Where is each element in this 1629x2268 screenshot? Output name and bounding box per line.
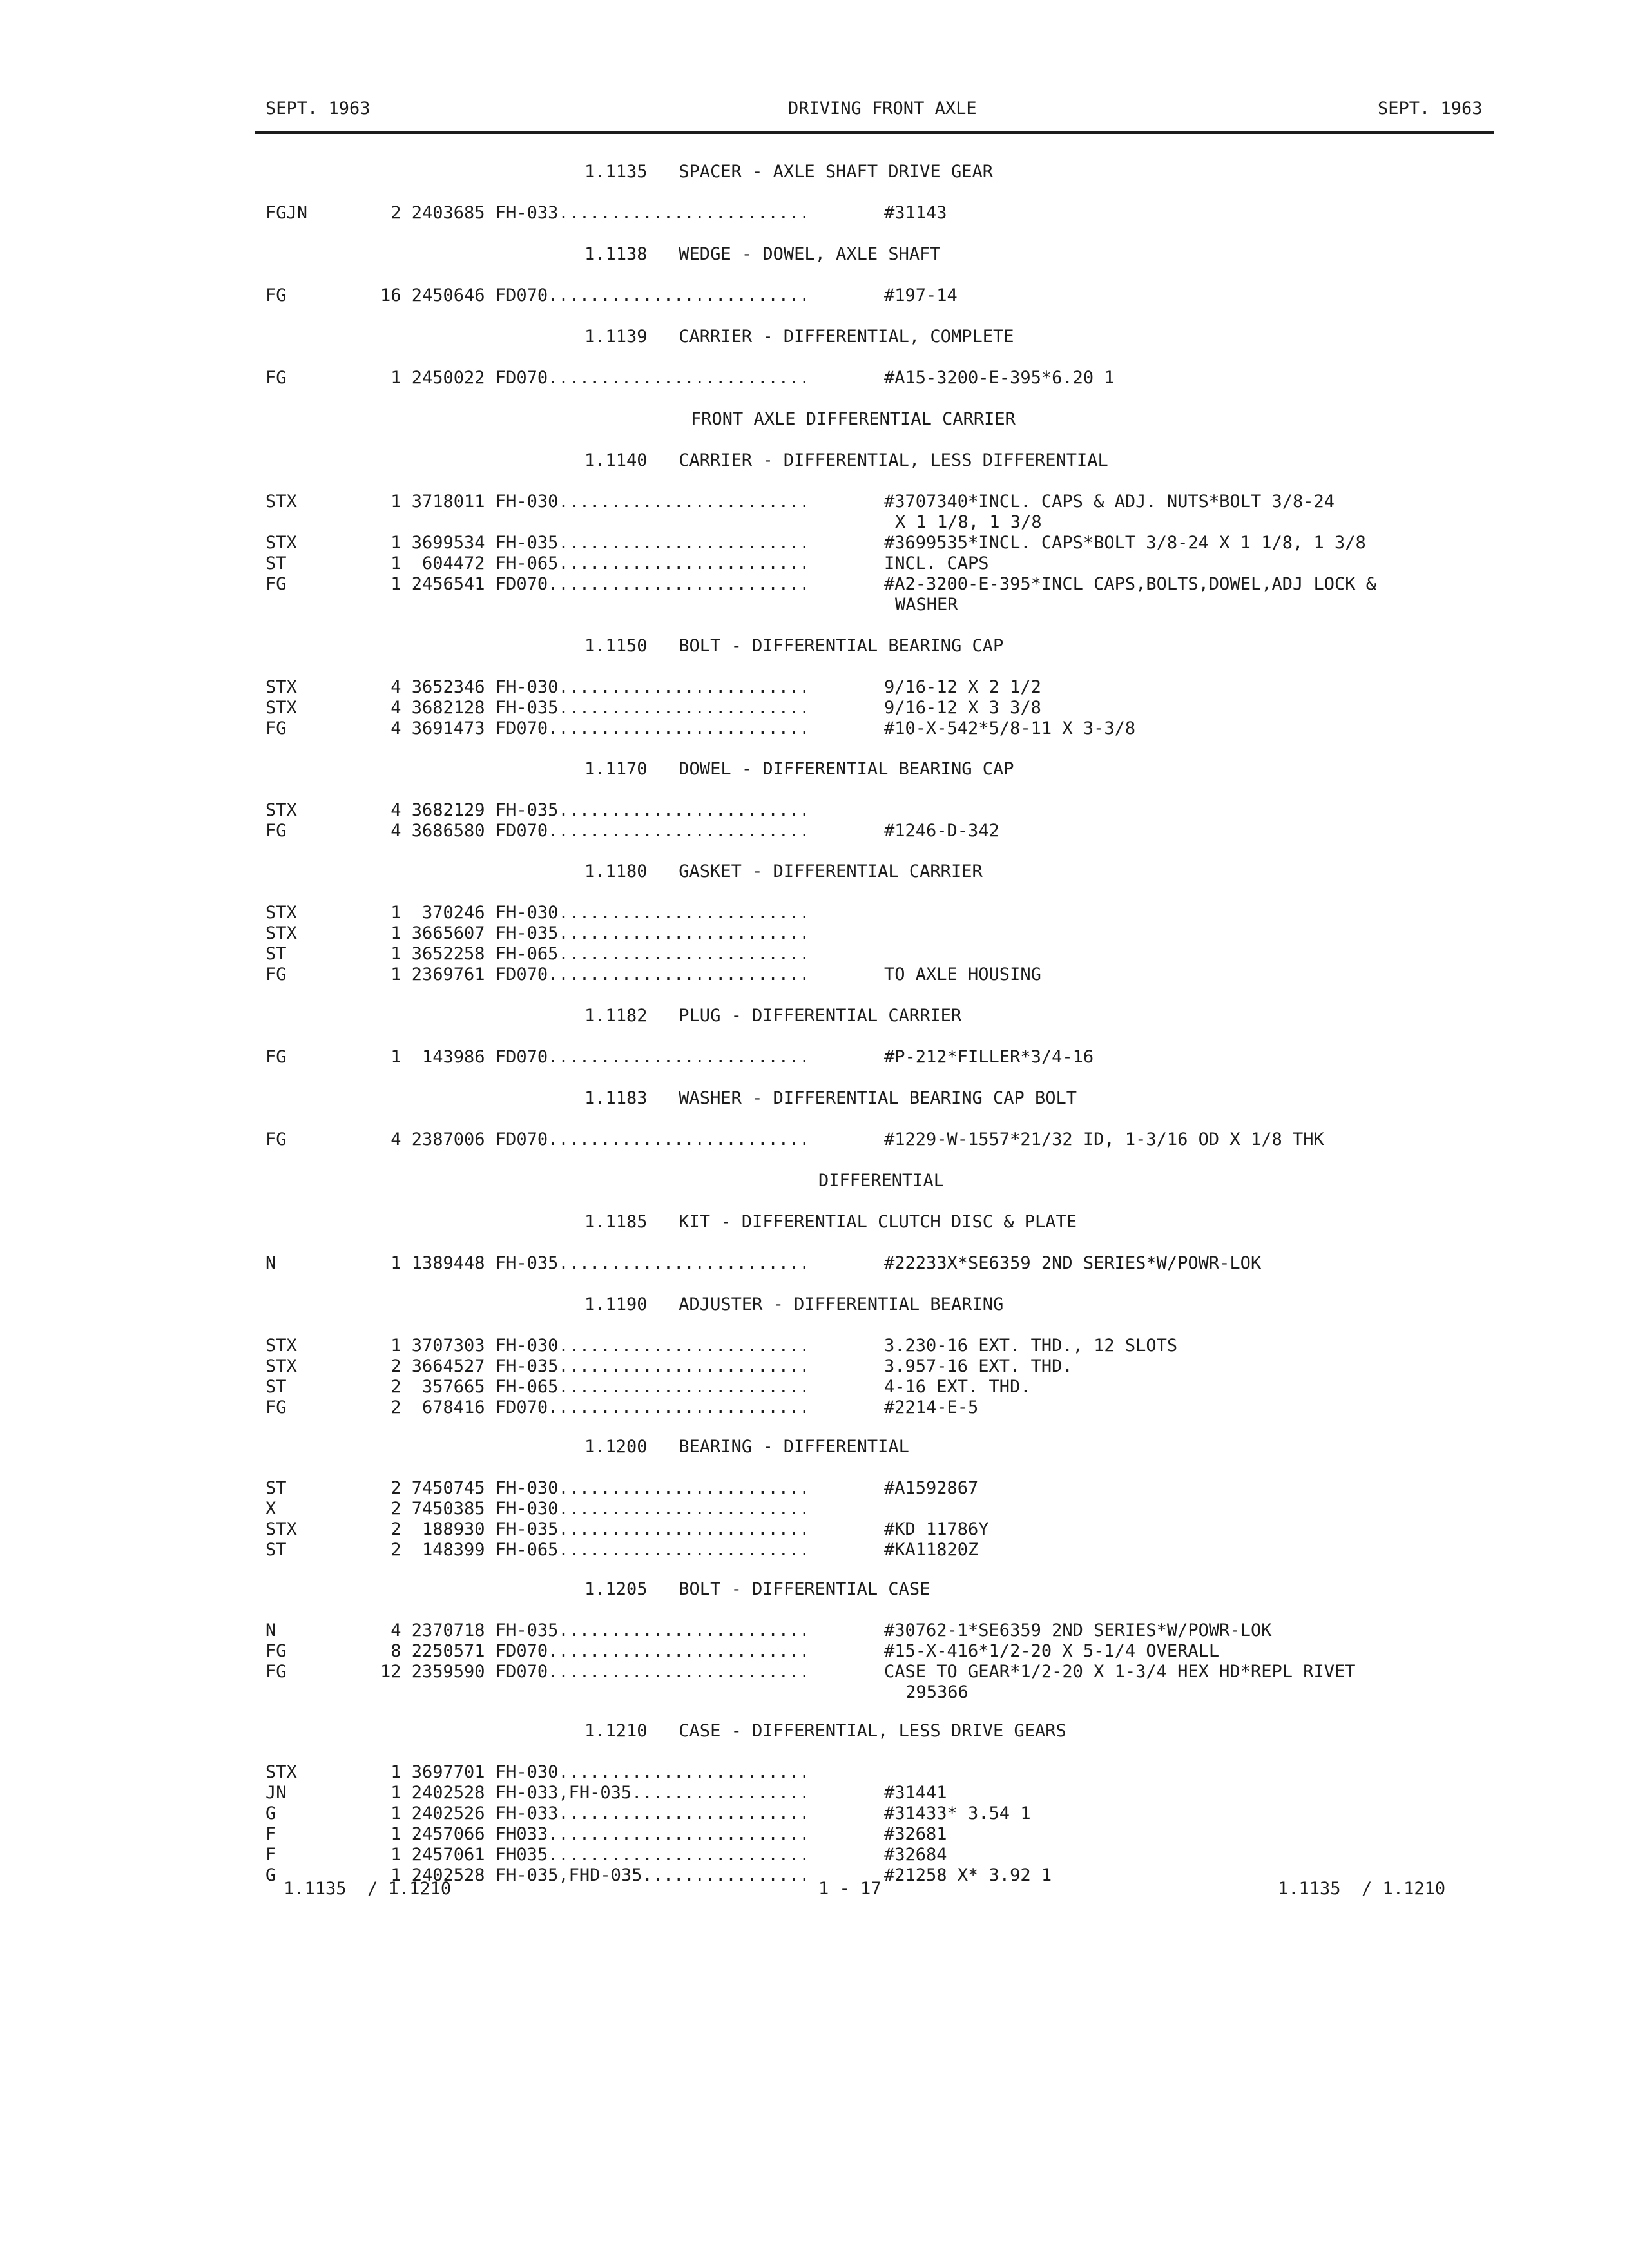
- applicability-code: STX: [265, 492, 297, 512]
- applicability-code: STX: [265, 698, 297, 718]
- part-number: 1 604472 FH-065........................: [380, 553, 810, 573]
- part-number: 1 3699534 FH-035........................: [380, 533, 810, 553]
- applicability-code: ST: [265, 944, 287, 964]
- part-description: WASHER: [895, 595, 958, 615]
- part-description: 295366: [895, 1682, 969, 1702]
- part-number: 1 2402528 FH-035,FHD-035................: [380, 1865, 810, 1885]
- applicability-code: STX: [265, 1519, 297, 1539]
- applicability-code: FG: [265, 718, 287, 738]
- part-description: 3.957-16 EXT. THD.: [884, 1356, 1073, 1376]
- applicability-code: ST: [265, 553, 287, 573]
- part-number: 1 3707303 FH-030........................: [380, 1336, 810, 1356]
- part-description: #32681: [884, 1824, 947, 1844]
- part-description: #30762-1*SE6359 2ND SERIES*W/POWR-LOK: [884, 1620, 1272, 1640]
- part-description: #21258 X* 3.92 1: [884, 1865, 1052, 1885]
- applicability-code: ST: [265, 1540, 287, 1560]
- part-description: 3.230-16 EXT. THD., 12 SLOTS: [884, 1336, 1178, 1356]
- applicability-code: F: [265, 1824, 276, 1844]
- section-title: 1.1190 ADJUSTER - DIFFERENTIAL BEARING: [584, 1294, 1004, 1314]
- applicability-code: FG: [265, 1662, 287, 1682]
- part-description: #A15-3200-E-395*6.20 1: [884, 368, 1115, 388]
- part-description: #10-X-542*5/8-11 X 3-3/8: [884, 718, 1136, 738]
- section-title: 1.1182 PLUG - DIFFERENTIAL CARRIER: [584, 1006, 962, 1026]
- applicability-code: STX: [265, 923, 297, 943]
- part-number: 4 3682128 FH-035........................: [380, 698, 810, 718]
- group-heading: DIFFERENTIAL: [818, 1171, 945, 1191]
- part-number: 1 2402528 FH-033,FH-035.................: [380, 1783, 810, 1803]
- part-description: #3699535*INCL. CAPS*BOLT 3/8-24 X 1 1/8, 1 3/8: [884, 533, 1366, 553]
- part-description: #31441: [884, 1783, 947, 1803]
- part-number: 1 2456541 FD070.........................: [380, 574, 810, 594]
- applicability-code: X: [265, 1499, 276, 1519]
- part-description: #1229-W-1557*21/32 ID, 1-3/16 OD X 1/8 THK: [884, 1129, 1324, 1149]
- part-number: 1 3697701 FH-030........................: [380, 1762, 810, 1782]
- part-description: #P-212*FILLER*3/4-16: [884, 1047, 1094, 1067]
- applicability-code: STX: [265, 1336, 297, 1356]
- part-number: 4 3652346 FH-030........................: [380, 677, 810, 697]
- part-description: 9/16-12 X 3 3/8: [884, 698, 1041, 718]
- part-description: INCL. CAPS: [884, 553, 989, 573]
- applicability-code: G: [265, 1803, 276, 1823]
- part-description: #197-14: [884, 285, 958, 305]
- applicability-code: STX: [265, 533, 297, 553]
- part-description: #A1592867: [884, 1478, 979, 1498]
- applicability-code: JN: [265, 1783, 287, 1803]
- applicability-code: FG: [265, 1129, 287, 1149]
- header-title: DRIVING FRONT AXLE: [788, 99, 977, 119]
- part-description: #22233X*SE6359 2ND SERIES*W/POWR-LOK: [884, 1253, 1262, 1273]
- part-number: 16 2450646 FD070.........................: [380, 285, 810, 305]
- part-number: 1 2369761 FD070.........................: [380, 965, 810, 985]
- part-number: 1 143986 FD070.........................: [380, 1047, 810, 1067]
- applicability-code: N: [265, 1253, 276, 1273]
- footer-right-range: 1.1135 / 1.1210: [1278, 1879, 1446, 1899]
- section-title: 1.1180 GASKET - DIFFERENTIAL CARRIER: [584, 861, 983, 881]
- applicability-code: FG: [265, 1398, 287, 1418]
- group-heading: FRONT AXLE DIFFERENTIAL CARRIER: [691, 409, 1016, 429]
- part-description: #31143: [884, 203, 947, 223]
- applicability-code: FG: [265, 821, 287, 841]
- part-number: 2 357665 FH-065........................: [380, 1377, 810, 1397]
- part-number: 1 2402526 FH-033........................: [380, 1803, 810, 1823]
- section-title: 1.1170 DOWEL - DIFFERENTIAL BEARING CAP: [584, 759, 1014, 779]
- section-title: 1.1135 SPACER - AXLE SHAFT DRIVE GEAR: [584, 162, 993, 182]
- part-description: #15-X-416*1/2-20 X 5-1/4 OVERALL: [884, 1641, 1220, 1661]
- section-title: 1.1183 WASHER - DIFFERENTIAL BEARING CAP BOLT: [584, 1088, 1077, 1108]
- part-number: 1 3718011 FH-030........................: [380, 492, 810, 512]
- applicability-code: FGJN: [265, 203, 308, 223]
- applicability-code: FG: [265, 1641, 287, 1661]
- section-title: 1.1200 BEARING - DIFFERENTIAL: [584, 1437, 909, 1457]
- part-description: #KA11820Z: [884, 1540, 979, 1560]
- part-description: #2214-E-5: [884, 1398, 979, 1418]
- part-number: 2 188930 FH-035........................: [380, 1519, 810, 1539]
- applicability-code: STX: [265, 677, 297, 697]
- applicability-code: FG: [265, 965, 287, 985]
- part-description: #3707340*INCL. CAPS & ADJ. NUTS*BOLT 3/8-24: [884, 492, 1335, 512]
- applicability-code: N: [265, 1620, 276, 1640]
- part-description: #31433* 3.54 1: [884, 1803, 1031, 1823]
- part-number: 2 2403685 FH-033........................: [380, 203, 810, 223]
- part-number: 1 3665607 FH-035........................: [380, 923, 810, 943]
- section-title: 1.1150 BOLT - DIFFERENTIAL BEARING CAP: [584, 636, 1004, 656]
- applicability-code: STX: [265, 800, 297, 820]
- applicability-code: FG: [265, 368, 287, 388]
- section-title: 1.1205 BOLT - DIFFERENTIAL CASE: [584, 1579, 930, 1599]
- part-description: #1246-D-342: [884, 821, 999, 841]
- applicability-code: ST: [265, 1478, 287, 1498]
- part-number: 1 1389448 FH-035........................: [380, 1253, 810, 1273]
- applicability-code: STX: [265, 1356, 297, 1376]
- part-description: #32684: [884, 1845, 947, 1865]
- part-number: 4 3691473 FD070.........................: [380, 718, 810, 738]
- part-description: #A2-3200-E-395*INCL CAPS,BOLTS,DOWEL,ADJ LOCK &: [884, 574, 1377, 594]
- part-number: 1 3652258 FH-065........................: [380, 944, 810, 964]
- section-title: 1.1138 WEDGE - DOWEL, AXLE SHAFT: [584, 244, 941, 264]
- part-number: 2 7450385 FH-030........................: [380, 1499, 810, 1519]
- applicability-code: G: [265, 1865, 276, 1885]
- part-number: 4 2387006 FD070.........................: [380, 1129, 810, 1149]
- part-number: 1 370246 FH-030........................: [380, 903, 810, 923]
- applicability-code: FG: [265, 285, 287, 305]
- part-description: 4-16 EXT. THD.: [884, 1377, 1031, 1397]
- part-description: X 1 1/8, 1 3/8: [895, 512, 1042, 532]
- part-number: 2 7450745 FH-030........................: [380, 1478, 810, 1498]
- section-title: 1.1140 CARRIER - DIFFERENTIAL, LESS DIFFERENTIAL: [584, 450, 1108, 470]
- header-right-date: SEPT. 1963: [1378, 99, 1483, 119]
- section-title: 1.1185 KIT - DIFFERENTIAL CLUTCH DISC & PLATE: [584, 1212, 1077, 1232]
- footer-left-range: 1.1135 / 1.1210: [284, 1879, 452, 1899]
- part-description: 9/16-12 X 2 1/2: [884, 677, 1041, 697]
- part-description: CASE TO GEAR*1/2-20 X 1-3/4 HEX HD*REPL RIVET: [884, 1662, 1356, 1682]
- applicability-code: F: [265, 1845, 276, 1865]
- section-title: 1.1139 CARRIER - DIFFERENTIAL, COMPLETE: [584, 327, 1014, 347]
- part-number: 1 2457066 FH033.........................: [380, 1824, 810, 1844]
- part-number: 1 2457061 FH035.........................: [380, 1845, 810, 1865]
- applicability-code: FG: [265, 574, 287, 594]
- header-rule: [255, 131, 1494, 134]
- part-number: 8 2250571 FD070.........................: [380, 1641, 810, 1661]
- header-left-date: SEPT. 1963: [265, 99, 371, 119]
- applicability-code: STX: [265, 903, 297, 923]
- section-title: 1.1210 CASE - DIFFERENTIAL, LESS DRIVE GEARS: [584, 1721, 1066, 1741]
- part-number: 2 678416 FD070.........................: [380, 1398, 810, 1418]
- part-number: 12 2359590 FD070.........................: [380, 1662, 810, 1682]
- applicability-code: FG: [265, 1047, 287, 1067]
- part-number: 2 3664527 FH-035........................: [380, 1356, 810, 1376]
- part-number: 4 3686580 FD070.........................: [380, 821, 810, 841]
- part-description: TO AXLE HOUSING: [884, 965, 1041, 985]
- part-description: #KD 11786Y: [884, 1519, 989, 1539]
- applicability-code: STX: [265, 1762, 297, 1782]
- part-number: 4 3682129 FH-035........................: [380, 800, 810, 820]
- applicability-code: ST: [265, 1377, 287, 1397]
- part-number: 4 2370718 FH-035........................: [380, 1620, 810, 1640]
- part-number: 1 2450022 FD070.........................: [380, 368, 810, 388]
- part-number: 2 148399 FH-065........................: [380, 1540, 810, 1560]
- footer-page-number: 1 - 17: [818, 1879, 882, 1899]
